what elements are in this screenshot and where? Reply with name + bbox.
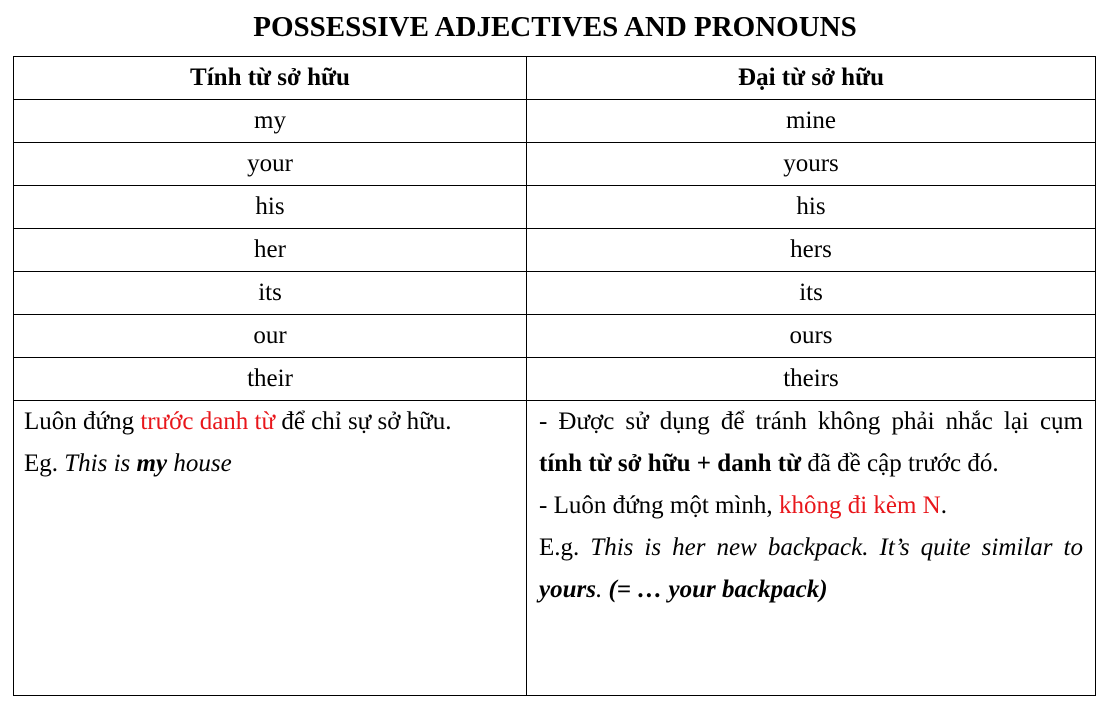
- header-pronouns: Đại từ sở hữu: [527, 57, 1096, 100]
- pronoun-notes: [527, 401, 1096, 696]
- usage-highlight: trước danh từ: [140, 408, 276, 435]
- adjective-cell: his: [14, 186, 527, 229]
- usage-highlight: không đi kèm N: [778, 492, 941, 519]
- adjective-cell: our: [14, 315, 527, 358]
- example-text: .: [595, 576, 609, 603]
- header-adjectives: Tính từ sở hữu: [14, 57, 527, 100]
- pronoun-cell: hers: [527, 229, 1096, 272]
- table-row: [14, 229, 1096, 272]
- pronoun-cell: mine: [527, 100, 1096, 143]
- table-row: [14, 272, 1096, 315]
- usage-text: Luôn đứng: [24, 408, 141, 435]
- example-text: house: [167, 450, 232, 477]
- table-row: [14, 186, 1096, 229]
- adjective-example: [24, 443, 516, 485]
- pronoun-usage-1: [539, 401, 1083, 485]
- table-row: [14, 143, 1096, 186]
- page-title: POSSESSIVE ADJECTIVES AND PRONOUNS: [253, 11, 857, 43]
- possessive-table: [13, 56, 1096, 696]
- usage-bold: tính từ sở hữu + danh từ: [539, 450, 802, 477]
- pronoun-cell: its: [527, 272, 1096, 315]
- example-label: E.g.: [539, 534, 591, 561]
- example-emphasis: my: [136, 450, 168, 477]
- table-row: [14, 358, 1096, 401]
- adjective-usage: [24, 401, 516, 443]
- pronoun-cell: theirs: [527, 358, 1096, 401]
- adjective-notes: [14, 401, 527, 696]
- example-text: This is: [64, 450, 137, 477]
- example-label: Eg.: [24, 450, 65, 477]
- notes-row: [14, 401, 1096, 696]
- pronoun-cell: yours: [527, 143, 1096, 186]
- table-row: [14, 100, 1096, 143]
- usage-text: - Được sử dụng để tránh không phải nhắc lại cụm: [539, 408, 1083, 435]
- usage-text: - Luôn đứng một mình,: [539, 492, 779, 519]
- example-emphasis: (= … your backpack): [608, 576, 828, 603]
- adjective-cell: its: [14, 272, 527, 315]
- adjective-cell: my: [14, 100, 527, 143]
- pronoun-cell: ours: [527, 315, 1096, 358]
- usage-text: đã đề cập trước đó.: [801, 450, 999, 477]
- adjective-cell: her: [14, 229, 527, 272]
- adjective-cell: their: [14, 358, 527, 401]
- usage-text: .: [940, 492, 947, 519]
- pronoun-cell: his: [527, 186, 1096, 229]
- adjective-cell: your: [14, 143, 527, 186]
- usage-text: để chỉ sự sở hữu.: [275, 408, 452, 435]
- example-emphasis: yours: [539, 576, 596, 603]
- header-row: [14, 57, 1096, 100]
- table-row: [14, 315, 1096, 358]
- pronoun-usage-2: [539, 485, 1083, 527]
- example-text: This is her new backpack. It’s quite similar to: [590, 534, 1083, 561]
- pronoun-example: [539, 527, 1083, 611]
